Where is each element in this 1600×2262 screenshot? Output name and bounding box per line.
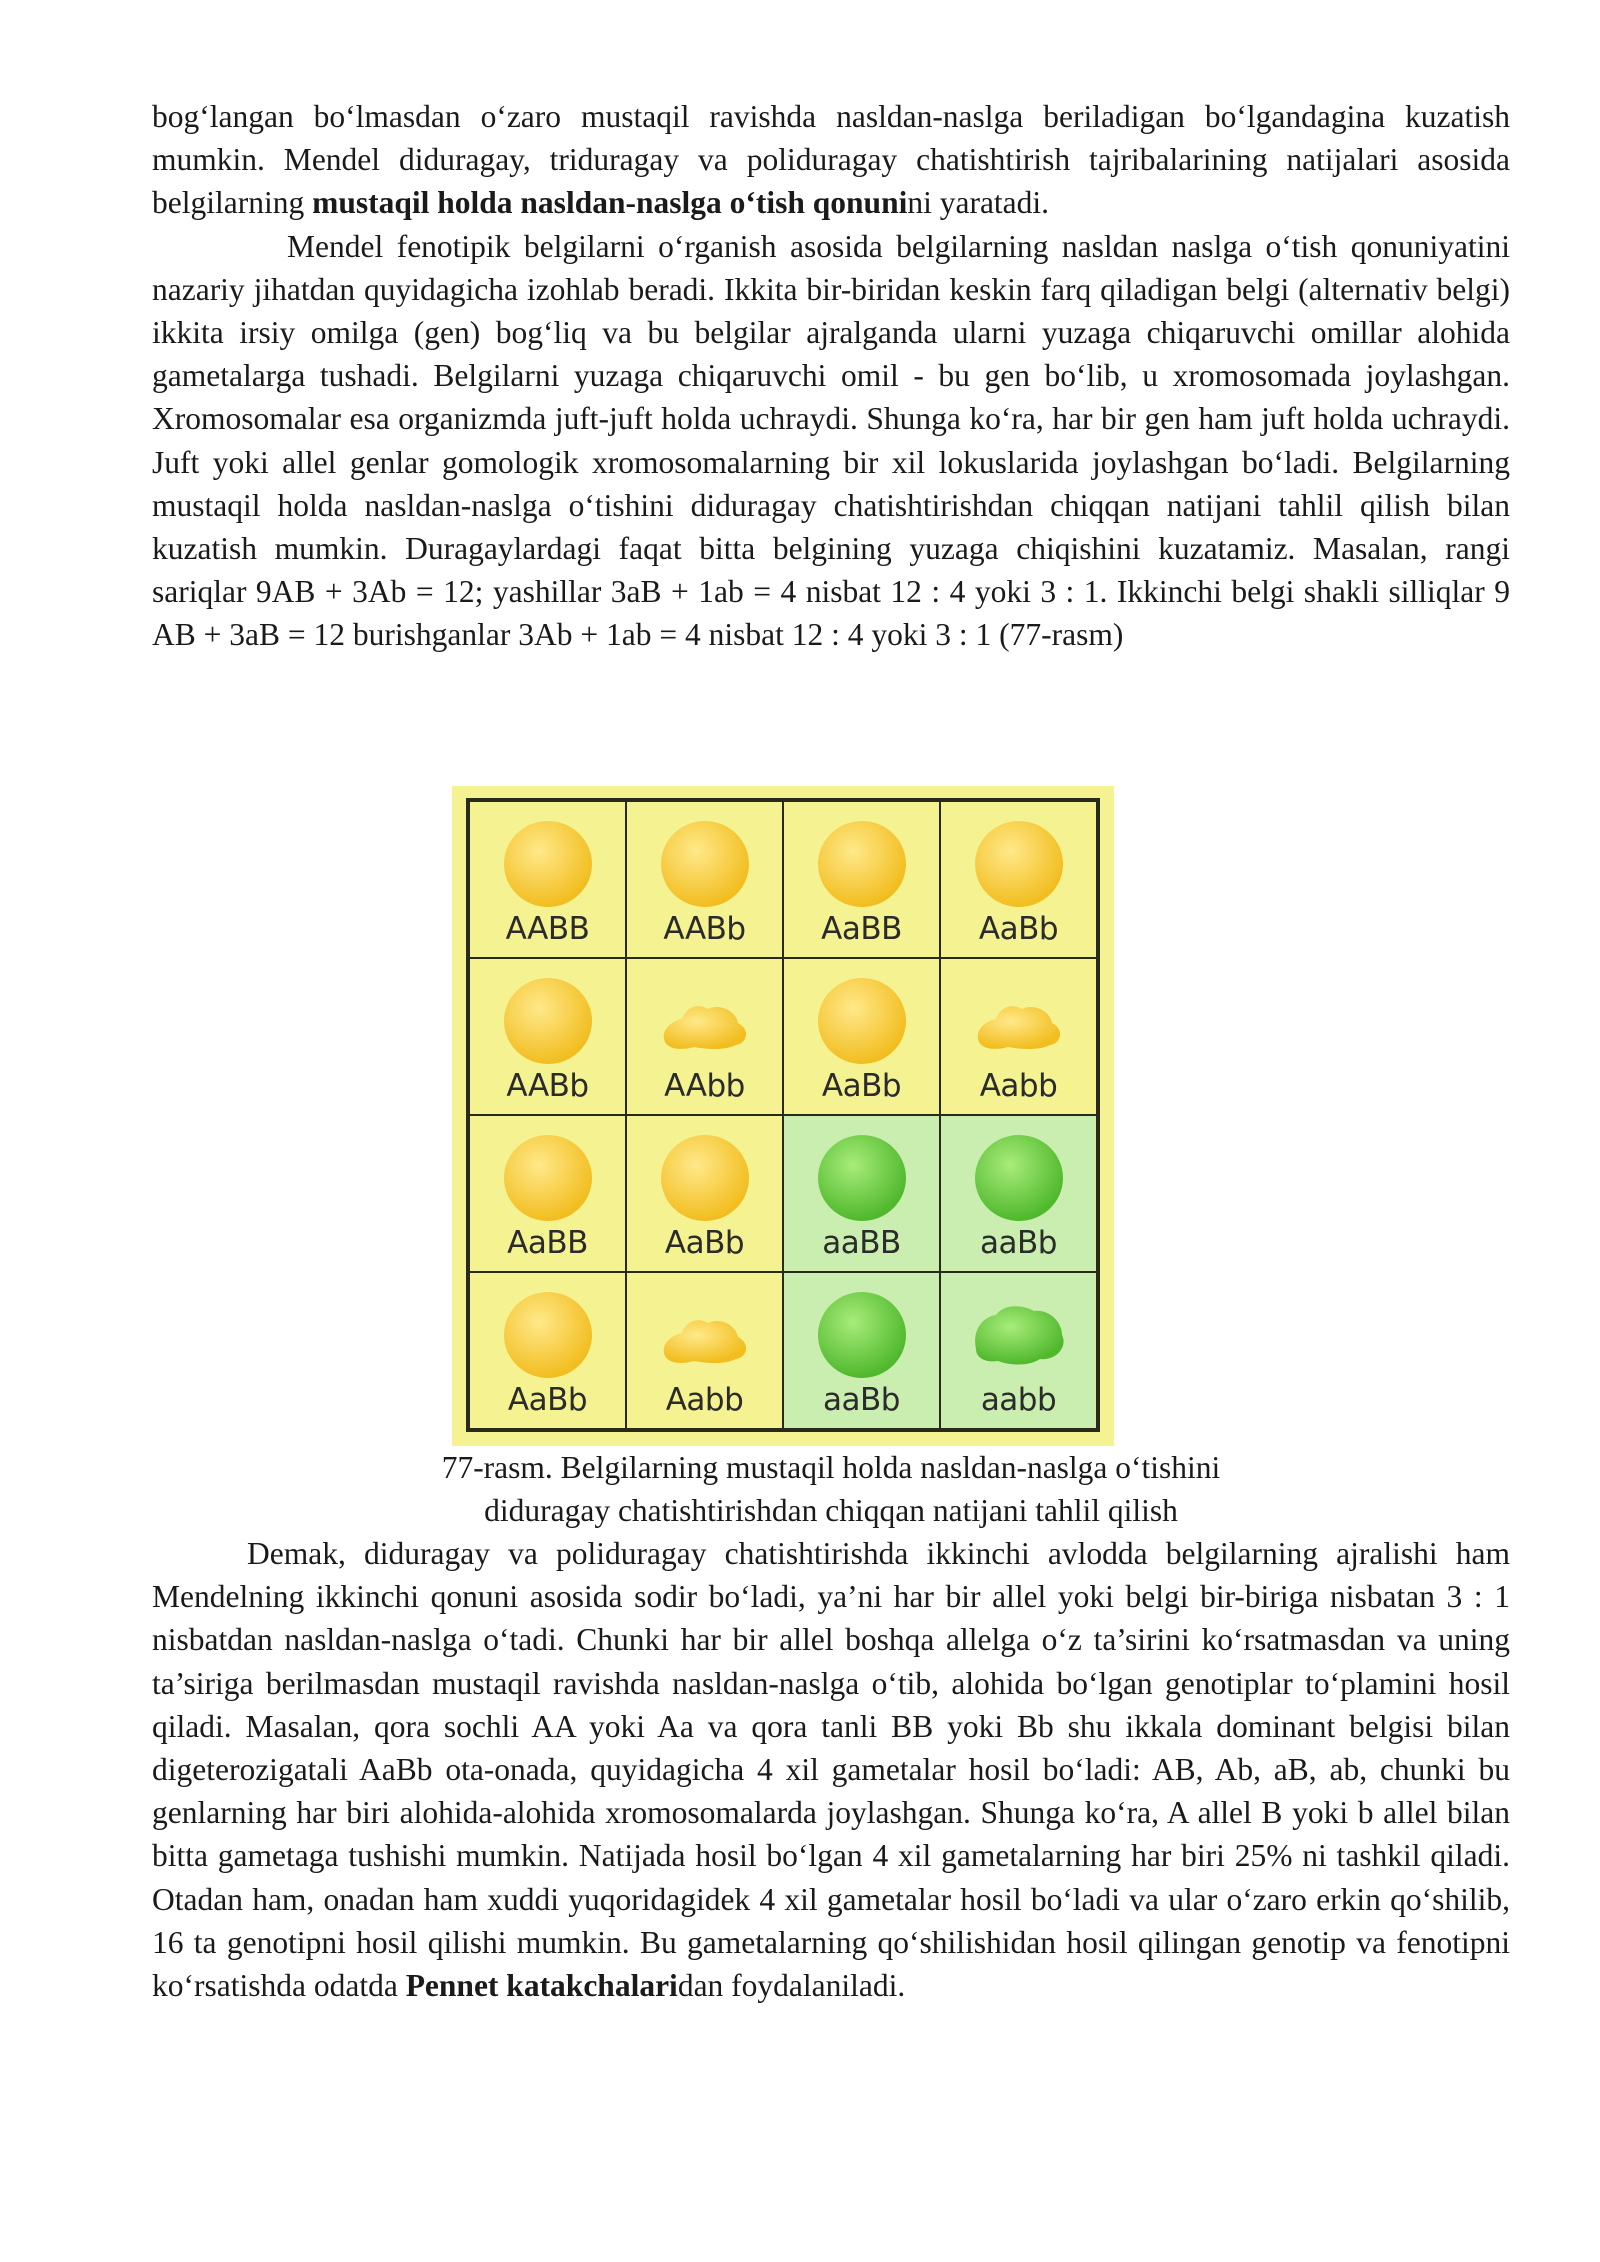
punnett-cell	[940, 1272, 1097, 1429]
paragraph-3-ending: dan foydalaniladi.	[677, 1968, 906, 2004]
law-term-bold: mustaqil holda nasldan-naslga o‘tish qonuni	[312, 185, 908, 221]
caption-line-2: diduragay chatishtirishdan chiqqan natijani tahlil qilish	[484, 1493, 1178, 1529]
punnett-cell	[626, 1272, 783, 1429]
genotype-label: Aabb	[665, 1382, 744, 1418]
green-round-pea-icon	[964, 1130, 1074, 1225]
genotype-label: AaBB	[507, 1225, 588, 1261]
punnett-cell	[469, 1115, 626, 1272]
caption-line-1: 77-rasm. Belgilarning mustaqil holda nasldan-naslga o‘tishini	[441, 1450, 1221, 1485]
genotype-label: AAbb	[664, 1068, 745, 1104]
yellow-round-pea-icon	[807, 816, 917, 911]
punnett-cell	[783, 958, 940, 1115]
punnett-cell	[940, 801, 1097, 958]
genotype-label: aaBb	[980, 1225, 1057, 1261]
genotype-label: Aabb	[979, 1068, 1058, 1104]
yellow-round-pea-icon	[493, 1287, 603, 1382]
paragraph-1	[152, 95, 1510, 225]
text-block-top	[152, 95, 1510, 657]
punnett-cell	[626, 1115, 783, 1272]
paragraph-3-text: Demak, diduragay va poliduragay chatishtirishda ikkinchi avlodda belgilarning ajralishi ham Mendelning ikkinchi qonuni asosida sodir bo‘ladi, ya’ni har bir allel yoki belgi bir-biriga nisbatan 3 : 1 nisbatdan nasldan-naslga o‘tadi. Chunki har bir allel boshqa allelga o‘z ta’sirini ko‘rsatmasdan va uning ta’siriga berilmasdan mustaqil ravishda nasldan-naslga o‘tib, alohida bo‘lgan genotiplar to‘plamini hosil qiladi. Masalan, qora sochli AA yoki Aa va qora tanli BB yoki Bb shu ikkala dominant belgisi bilan digeterozigatali AaBb ota-onada, quyidagicha 4 xil gametalar hosil bo‘ladi: AB, Ab, aB, ab, chunki bu genlarning har biri alohida-alohida xromosomalarda joylashgan. Shunga ko‘ra, A allel B yoki b allel bilan bitta gametaga tushishi mumkin. Natijada hosil bo‘lgan 4 xil gametalarning har biri 25% ni tashkil qiladi. Otadan ham, onadan ham xuddi yuqoridagidek 4 xil gametalar hosil bo‘ladi va ular o‘zaro erkin qo‘shilib, 16 ta genotipni hosil qilishi mumkin. Bu gametalarning qo‘shilishidan hosil qilingan genotip va fenotipni ko‘rsatishda odatda	[152, 1536, 1510, 2004]
yellow-round-pea-icon	[650, 1130, 760, 1225]
punnett-cell	[469, 958, 626, 1115]
punnett-cell	[626, 958, 783, 1115]
genotype-label: aaBB	[822, 1225, 901, 1261]
yellow-round-pea-icon	[650, 816, 760, 911]
yellow-wrinkled-pea-icon	[650, 973, 760, 1068]
punnett-cell	[626, 801, 783, 958]
punnett-cell	[469, 1272, 626, 1429]
yellow-wrinkled-pea-icon	[964, 973, 1074, 1068]
genotype-label: AaBB	[821, 911, 902, 947]
genotype-label: AABB	[505, 911, 590, 947]
genotype-label: AABb	[506, 1068, 589, 1104]
paragraph-1-text: bog‘langan bo‘lmasdan o‘zaro mustaqil ravishda nasldan-naslga beriladigan bo‘lgandagina kuzatish mumkin. Mendel diduragay, triduragay va poliduragay chatishtirish tajribalarining natijalari asosida belgilarning	[152, 99, 1510, 221]
text-block-bottom	[152, 1532, 1510, 2007]
punnett-square-figure	[452, 786, 1114, 1446]
paragraph-2: Mendel fenotipik belgilarni o‘rganish asosida belgilarning nasldan naslga o‘tish qonuniyatini nazariy jihatdan quyidagicha izohlab beradi. Ikkita bir-biridan keskin farq qiladigan belgi (alternativ belgi) ikkita irsiy omilga (gen) bog‘liq va bu belgilar ajralganda ularni yuzaga chiqaruvchi omillar alohida gametalarga tushadi. Belgilarni yuzaga chiqaruvchi omil - bu gen bo‘lib, u xromosomada joylashgan. Xromosomalar esa organizmda juft-juft holda uchraydi. Shunga ko‘ra, har bir gen ham juft holda uchraydi. Juft yoki allel genlar gomologik xromosomalarning bir xil lokuslarida joylashgan bo‘ladi. Belgilarning mustaqil holda nasldan-naslga o‘tishini diduragay chatishtirishdan chiqqan natijani tahlil qilish bilan kuzatish mumkin. Duragaylardagi faqat bitta belgining yuzaga chiqishini kuzatamiz. Masalan, rangi sariqlar 9AB + 3Ab = 12; yashillar 3aB + 1ab = 4 nisbat 12 : 4 yoki 3 : 1. Ikkinchi belgi shakli silliqlar 9 AB + 3aB = 12 burishganlar 3Ab + 1ab = 4 nisbat 12 : 4 yoki 3 : 1 (77-rasm)	[152, 228, 1510, 653]
punnett-grid	[466, 798, 1100, 1432]
punnett-cell	[940, 958, 1097, 1115]
genotype-label: AaBb	[978, 911, 1059, 947]
punnett-cell	[783, 801, 940, 958]
genotype-label: AABb	[663, 911, 746, 947]
punnett-cell	[783, 1272, 940, 1429]
yellow-wrinkled-pea-icon	[650, 1287, 760, 1382]
genotype-label: aabb	[980, 1382, 1057, 1418]
paragraph-1-ending: ni yaratadi.	[907, 185, 1050, 221]
paragraph-3	[152, 1532, 1510, 2007]
genotype-label: AaBb	[664, 1225, 745, 1261]
green-wrinkled-pea-icon	[964, 1287, 1074, 1382]
yellow-round-pea-icon	[964, 816, 1074, 911]
green-round-pea-icon	[807, 1130, 917, 1225]
yellow-round-pea-icon	[493, 1130, 603, 1225]
punnett-cell	[940, 1115, 1097, 1272]
punnett-cell	[469, 801, 626, 958]
genotype-label: AaBb	[507, 1382, 588, 1418]
figure-caption	[152, 1446, 1510, 1532]
yellow-round-pea-icon	[493, 816, 603, 911]
green-round-pea-icon	[807, 1287, 917, 1382]
genotype-label: AaBb	[821, 1068, 902, 1104]
pennet-term-bold: Pennet katakchalari	[405, 1968, 678, 2004]
yellow-round-pea-icon	[807, 973, 917, 1068]
punnett-cell	[783, 1115, 940, 1272]
yellow-round-pea-icon	[493, 973, 603, 1068]
genotype-label: aaBb	[823, 1382, 900, 1418]
